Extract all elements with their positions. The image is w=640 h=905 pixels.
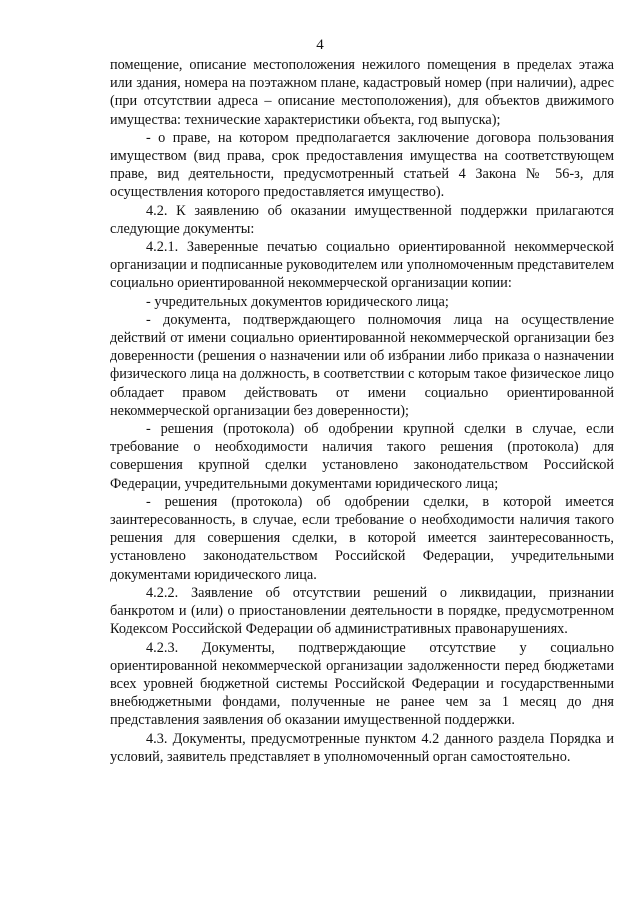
paragraph-4-2-3: 4.2.3. Документы, подтверждающие отсутствие у социально ориентированной некоммерческой организации задолженности перед бюджетами всех уровней бюджетной системы Российской Федерации и государственными внебюджетными фондами, полученные не ранее чем за 1 месяц до дня представления заявления об оказании имущественной поддержки. bbox=[110, 639, 614, 729]
paragraph-4-3: 4.3. Документы, предусмотренные пунктом 4.2 данного раздела Порядка и условий, заявитель представляет в уполномоченный орган самостоятельно. bbox=[110, 730, 614, 765]
page-number: 4 bbox=[316, 37, 324, 53]
paragraph-4-2-2: 4.2.2. Заявление об отсутствии решений о ликвидации, признании банкротом и (или) о приостановлении деятельности в порядке, предусмотренном Кодексом Российской Федерации об административных правонарушениях. bbox=[110, 584, 614, 638]
list-item-major-transaction-approval: - решения (протокола) об одобрении крупной сделки в случае, если требование о необходимости наличия такого решения (протокола) для совершения крупной сделки установлено законодательством Российской Федерации, учредительными документами юридического лица; bbox=[110, 421, 614, 492]
paragraph-4-2: 4.2. К заявлению об оказании имущественной поддержки прилагаются следующие документы: bbox=[110, 202, 614, 237]
list-item-constituent-documents: - учредительных документов юридического лица; bbox=[146, 293, 449, 310]
list-item-interested-transaction-approval: - решения (протокола) об одобрении сделки, в которой имеется заинтересованность, в случае, если требование о необходимости наличия такого решения для совершения сделки, в которой имеется заинтересованность, установлено законодательством Российской Федерации, учредительными документами юридического лица. bbox=[110, 493, 614, 583]
paragraph-4-2-1: 4.2.1. Заверенные печатью социально ориентированной некоммерческой организации и подписанные руководителем или уполномоченным представителем социально ориентированной некоммерческой организации копии: bbox=[110, 239, 614, 292]
paragraph-right-of-use: - о праве, на котором предполагается заключение договора пользования имуществом (вид права, срок предоставления имущества на соответствующем праве, вид деятельности, предусмотренный статьей 4 Закона № 56-з, для осуществления которого предоставляется имущество). bbox=[110, 129, 614, 201]
document-body bbox=[110, 56, 614, 766]
list-item-authority-document: - документа, подтверждающего полномочия лица на осуществление действий от имени социально ориентированной некоммерческой организации без доверенности (решения о назначении или об избрании либо приказа о назначении физического лица на должность, в соответствии с которым такое физическое лицо обладает правом действовать от имени социально ориентированной некоммерческой организации без доверенности); bbox=[110, 311, 614, 419]
paragraph-premises-description: помещение, описание местоположения нежилого помещения в пределах этажа или здания, номера на поэтажном плане, кадастровый номер (при наличии), адрес (при отсутствии адреса – описание местоположения), для объектов движимого имущества: технические характеристики объекта, год выпуска); bbox=[110, 57, 614, 128]
